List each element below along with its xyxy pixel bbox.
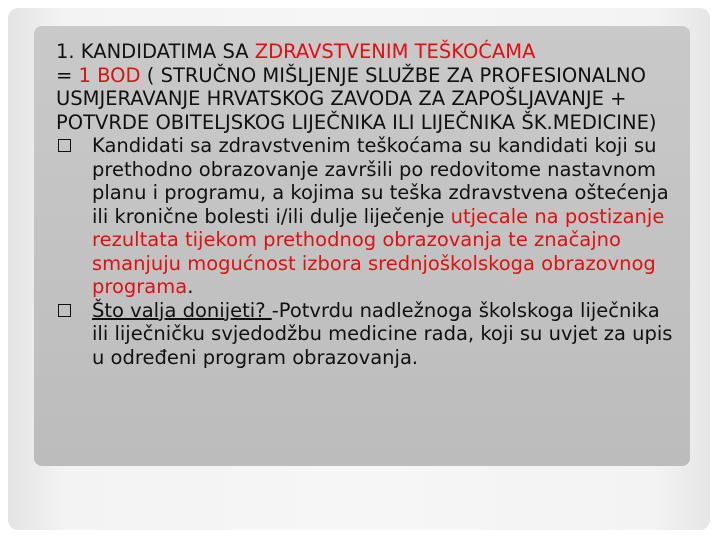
bullet-1-end: . (187, 275, 194, 298)
bullet-item-definition (56, 134, 676, 299)
checkbox-icon (58, 304, 71, 317)
bullet-2-question: Što valja donijeti? (92, 298, 272, 322)
heading-highlight-points: 1 BOD (78, 63, 141, 87)
heading (56, 40, 676, 134)
checkbox-icon (58, 139, 71, 152)
heading-part-5: ( STRUČNO MIŠLJENJE SLUŽBE ZA PROFESIONALNO USMJERAVANJE HRVATSKOG ZAVODA ZA ZAPOŠLJAVANJE + POTVRDE OBITELJSKOG LIJEČNIKA ILI LIJEČNIKA ŠK.MEDICINE) (56, 63, 657, 134)
heading-part-1: 1. KANDIDATIMA SA (56, 40, 255, 63)
heading-highlight-condition: ZDRAVSTVENIM TEŠKOĆAMA (254, 40, 536, 63)
slide-content (56, 40, 676, 369)
heading-part-3: = (56, 63, 79, 87)
bullet-item-requirements (56, 299, 676, 370)
bullet-1-highlight: utjecale na postizanje rezultata tijekom prethodnog obrazovanja te značajno smanjuju mogućnost izbora srednjoškolskoga obrazovnog programa (92, 204, 665, 298)
bullet-1-text: Kandidati sa zdravstvenim teškoćama su kandidati koji su prethodno obrazovanje završili po redovitome nastavnom planu i programu, a kojima su teška zdravstvena oštećenja ili kronične bolesti i/ili dulje liječenje (92, 134, 669, 228)
bullet-2-text: -Potvrdu nadležnoga školskoga liječnika ili liječničku svjedodžbu medicine rada, koji su uvjet za upis u određeni program obrazovanja. (92, 298, 673, 369)
